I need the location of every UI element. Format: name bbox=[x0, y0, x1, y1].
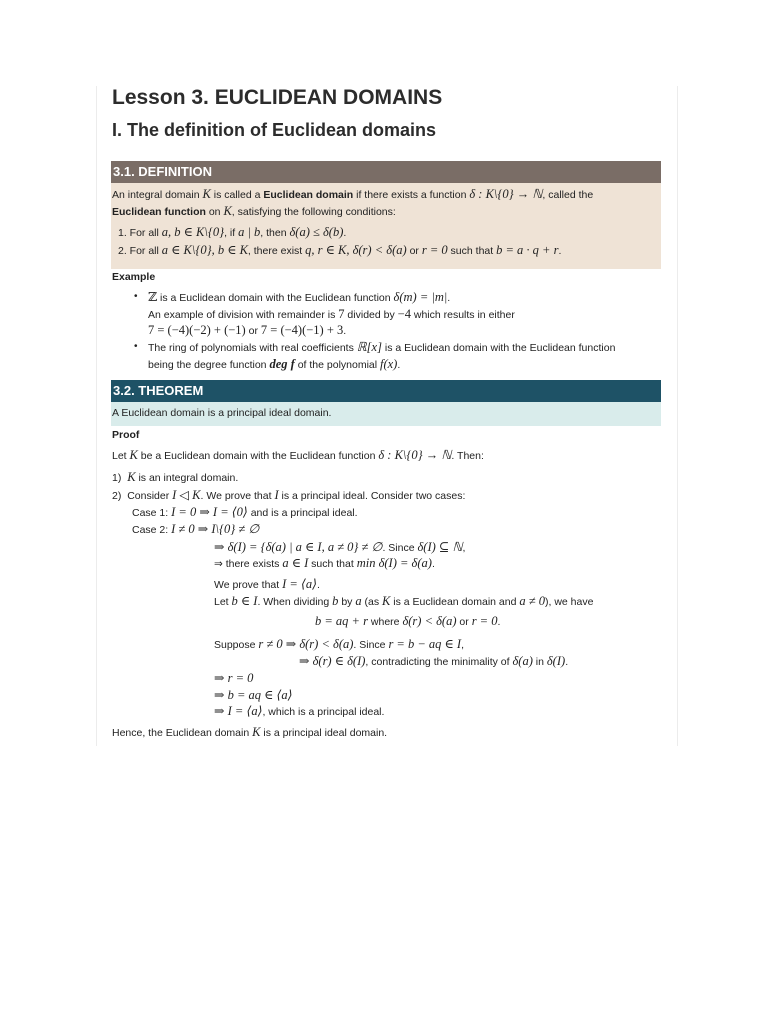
proof-intro bbox=[112, 448, 484, 463]
text: . Since bbox=[382, 542, 418, 554]
math: δ(a) ≤ δ(b) bbox=[289, 225, 344, 239]
text: where bbox=[368, 616, 403, 628]
math: a ∈ I bbox=[282, 556, 309, 570]
bullet-icon: • bbox=[134, 291, 138, 302]
text: 2. For all bbox=[118, 245, 162, 257]
math: q, r ∈ K, δ(r) < δ(a) bbox=[305, 243, 407, 257]
math: δ(a) bbox=[512, 654, 533, 668]
proof-step-2 bbox=[112, 488, 465, 503]
math: K bbox=[129, 448, 138, 462]
math: deg f bbox=[269, 357, 295, 371]
proof-contradiction bbox=[299, 654, 568, 669]
math: ⇒ δ(r) ∈ δ(I) bbox=[299, 654, 366, 668]
text: divided by bbox=[344, 309, 398, 321]
text: . bbox=[497, 616, 501, 628]
math: a ≠ 0 bbox=[519, 594, 545, 608]
math: K bbox=[382, 594, 391, 608]
example-2-line1 bbox=[148, 340, 615, 355]
math: δ(I) ⊆ ℕ bbox=[417, 540, 463, 554]
math: b = aq + r bbox=[315, 614, 368, 628]
text: is a principal ideal domain. bbox=[260, 727, 388, 739]
text: such that bbox=[447, 245, 497, 257]
text: being the degree function bbox=[148, 359, 270, 371]
math: f(x) bbox=[380, 357, 398, 371]
text: ), we have bbox=[544, 596, 594, 608]
step-number: 2) bbox=[112, 490, 122, 502]
text: ⇒ there exists bbox=[214, 558, 283, 570]
math: 7 = (−4)(−1) + 3 bbox=[260, 323, 344, 337]
math: ⇒ b = aq ∈ ⟨a⟩ bbox=[214, 688, 293, 702]
proof-case-2-line3 bbox=[214, 556, 435, 571]
text: and is a principal ideal. bbox=[247, 507, 358, 519]
math: r = b − aq ∈ I bbox=[388, 637, 462, 651]
math: 7 bbox=[338, 307, 345, 321]
math: 7 = (−4)(−2) + (−1) bbox=[148, 323, 246, 337]
text: . We prove that bbox=[200, 490, 275, 502]
math: I ≠ 0 ⇒ I\{0} ≠ ∅ bbox=[171, 522, 260, 536]
text: or bbox=[456, 616, 472, 628]
text: , which is a principal ideal. bbox=[262, 706, 385, 718]
text: , called the bbox=[542, 189, 594, 201]
example-1-line2 bbox=[148, 307, 515, 322]
text: . Then: bbox=[451, 450, 484, 462]
text: An example of division with remainder is bbox=[148, 309, 339, 321]
text: . bbox=[343, 325, 347, 337]
math: K bbox=[127, 470, 136, 484]
proof-we-prove bbox=[214, 577, 320, 592]
math: b = a · q + r bbox=[496, 243, 559, 257]
text: in bbox=[532, 656, 547, 668]
page-title: Lesson 3. EUCLIDEAN DOMAINS bbox=[112, 86, 443, 109]
text: Hence, the Euclidean domain bbox=[112, 727, 253, 739]
theorem-statement: A Euclidean domain is a principal ideal domain. bbox=[112, 407, 332, 419]
text: is a Euclidean domain and bbox=[390, 596, 520, 608]
definition-condition-2 bbox=[118, 243, 561, 258]
text: Case 1: bbox=[132, 507, 172, 519]
math: a ∈ K\{0}, b ∈ K bbox=[161, 243, 248, 257]
example-2-line2 bbox=[148, 357, 400, 372]
text: Consider bbox=[127, 490, 173, 502]
text: We prove that bbox=[214, 579, 283, 591]
proof-conclusion bbox=[112, 725, 387, 740]
proof-suppose bbox=[214, 637, 464, 652]
math: r = 0 bbox=[421, 243, 448, 257]
text: . bbox=[447, 292, 451, 304]
text: , satisfying the following conditions: bbox=[231, 206, 396, 218]
proof-case-1 bbox=[132, 505, 358, 520]
math: min δ(I) = δ(a) bbox=[356, 556, 432, 570]
math: a, b ∈ K\{0} bbox=[161, 225, 225, 239]
text: , if bbox=[224, 227, 239, 239]
text: . bbox=[431, 558, 435, 570]
text: An integral domain bbox=[112, 189, 203, 201]
math: b bbox=[332, 594, 339, 608]
text: is called a bbox=[210, 189, 264, 201]
term-euclidean-function: Euclidean function bbox=[112, 206, 206, 218]
text: of the polynomial bbox=[294, 359, 380, 371]
math: I = 0 ⇒ I = ⟨0⟩ bbox=[171, 505, 248, 519]
math: a | b bbox=[238, 225, 261, 239]
text: is an integral domain. bbox=[135, 472, 239, 484]
text: . bbox=[397, 359, 401, 371]
text: , there exist bbox=[247, 245, 306, 257]
definition-intro-line1 bbox=[112, 187, 593, 202]
math: δ(m) = |m| bbox=[393, 290, 448, 304]
text: Let bbox=[214, 596, 232, 608]
text: or bbox=[245, 325, 261, 337]
math: ⇒ r = 0 bbox=[214, 671, 254, 685]
proof-let-b bbox=[214, 594, 593, 609]
text: The ring of polynomials with real coefficients bbox=[148, 342, 357, 354]
math: r = 0 bbox=[471, 614, 498, 628]
proof-i-principal bbox=[214, 704, 384, 719]
text: be a Euclidean domain with the Euclidean function bbox=[137, 450, 379, 462]
definition-intro-line2 bbox=[112, 204, 396, 219]
math: K bbox=[202, 187, 211, 201]
text: . bbox=[565, 656, 569, 668]
document-page bbox=[96, 86, 678, 746]
text: is a Euclidean domain with the Euclidean function bbox=[157, 292, 394, 304]
text: 1. For all bbox=[118, 227, 162, 239]
example-1-line3 bbox=[148, 323, 346, 338]
text: , contradicting the minimality of bbox=[365, 656, 513, 668]
text: on bbox=[205, 206, 224, 218]
math: K bbox=[252, 725, 261, 739]
definition-condition-1 bbox=[118, 225, 346, 240]
text: . bbox=[558, 245, 562, 257]
math: −4 bbox=[397, 307, 411, 321]
math: ℤ bbox=[148, 290, 158, 304]
math: δ : K\{0} → ℕ bbox=[378, 448, 452, 462]
text: , bbox=[461, 639, 465, 651]
example-1-line1 bbox=[148, 290, 450, 305]
text: Case 2: bbox=[132, 524, 172, 536]
math: I bbox=[274, 488, 279, 502]
step-number: 1) bbox=[112, 472, 122, 484]
proof-case-2-line2 bbox=[214, 540, 465, 555]
text: , bbox=[462, 542, 466, 554]
math: I = ⟨a⟩ bbox=[282, 577, 317, 591]
text: such that bbox=[308, 558, 357, 570]
text: which results in either bbox=[410, 309, 515, 321]
text: . When dividing bbox=[257, 596, 333, 608]
text: is a Euclidean domain with the Euclidean function bbox=[381, 342, 616, 354]
text: Let bbox=[112, 450, 130, 462]
math: I ◁ K bbox=[172, 488, 201, 502]
math: b ∈ I bbox=[231, 594, 258, 608]
proof-heading: Proof bbox=[112, 429, 140, 441]
math: r ≠ 0 ⇒ δ(r) < δ(a) bbox=[258, 637, 354, 651]
math: K bbox=[223, 204, 232, 218]
math: ⇒ δ(I) = {δ(a) | a ∈ I, a ≠ 0} ≠ ∅ bbox=[214, 540, 383, 554]
text: by bbox=[338, 596, 356, 608]
term-euclidean-domain: Euclidean domain bbox=[263, 189, 354, 201]
section-title: I. The definition of Euclidean domains bbox=[112, 120, 437, 140]
math: δ(r) < δ(a) bbox=[402, 614, 457, 628]
proof-b-aq bbox=[214, 688, 293, 703]
math: ⇒ I = ⟨a⟩ bbox=[214, 704, 263, 718]
proof-step-1 bbox=[112, 470, 238, 485]
math: a bbox=[355, 594, 362, 608]
math: δ(I) bbox=[546, 654, 566, 668]
text: is a principal ideal. Consider two cases: bbox=[278, 490, 466, 502]
text: . Since bbox=[353, 639, 389, 651]
text: (as bbox=[361, 596, 383, 608]
proof-case-2 bbox=[132, 522, 259, 537]
proof-r-zero bbox=[214, 671, 253, 686]
text: or bbox=[406, 245, 422, 257]
text: , then bbox=[260, 227, 290, 239]
bullet-icon: • bbox=[134, 341, 138, 352]
example-heading: Example bbox=[112, 271, 156, 283]
text: Suppose bbox=[214, 639, 259, 651]
definition-heading: 3.1. DEFINITION bbox=[111, 161, 661, 183]
theorem-heading: 3.2. THEOREM bbox=[111, 380, 661, 402]
proof-division-equation bbox=[315, 614, 500, 629]
math: ℝ[x] bbox=[356, 340, 382, 354]
text: if there exists a function bbox=[353, 189, 470, 201]
math: δ : K\{0} → ℕ bbox=[469, 187, 543, 201]
text: . bbox=[343, 227, 347, 239]
text: . bbox=[316, 579, 320, 591]
